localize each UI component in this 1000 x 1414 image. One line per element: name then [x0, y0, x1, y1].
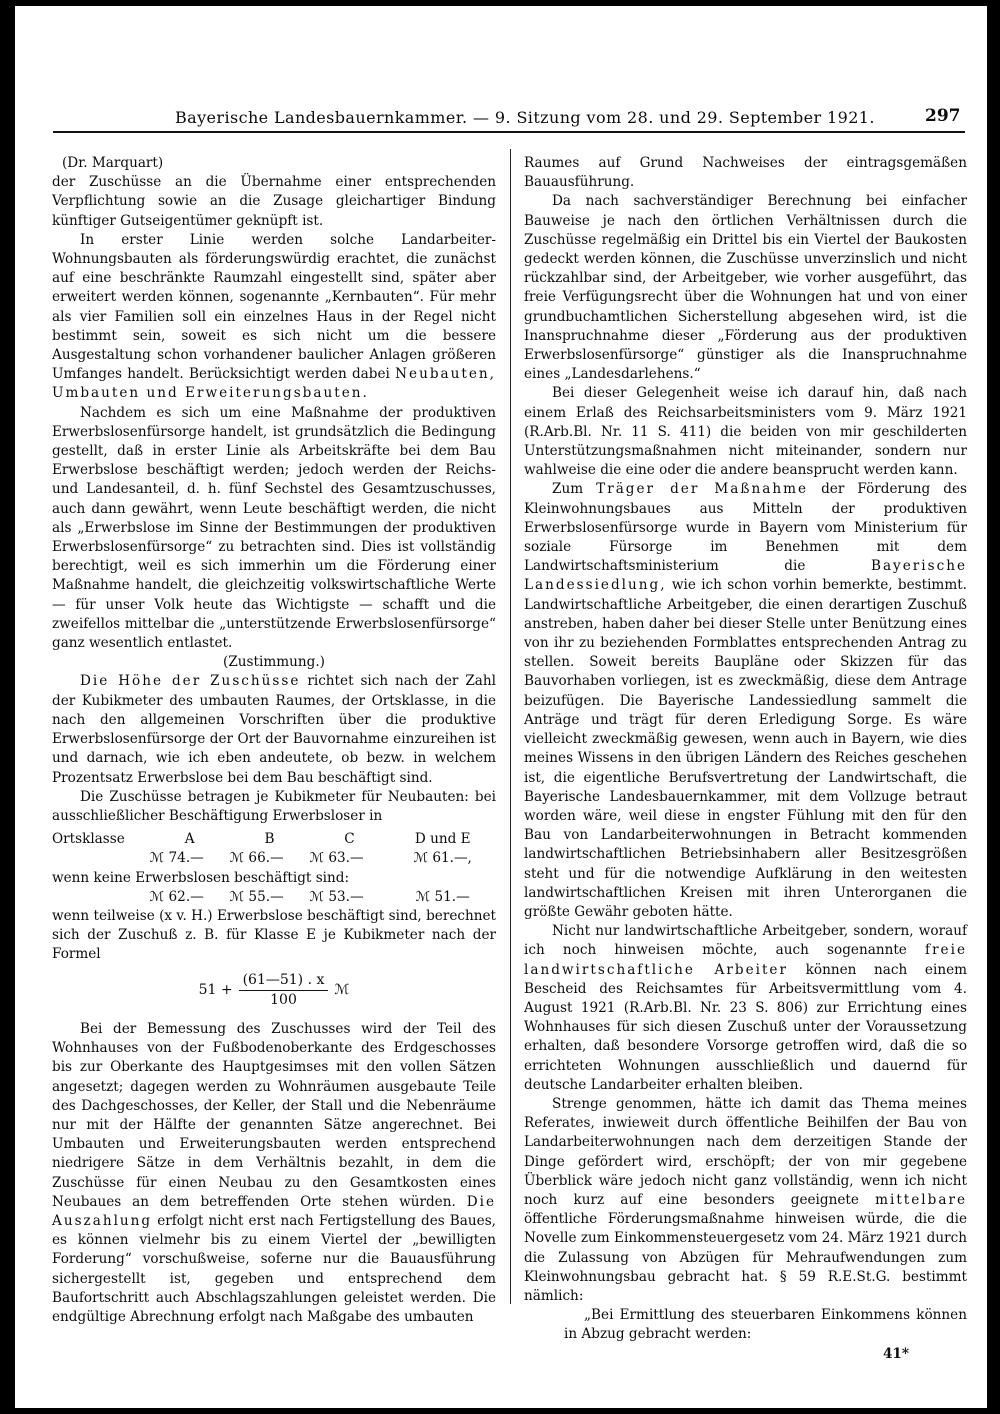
paragraph-text: können nach einem Bescheid des Reichsamtes für Arbeitsvermittlung vom 4. August 1921 (R.Arb.Bl. Nr. 23 S. 806) zur Errichtung eines Wohnhauses für sich diesen Zuschuß unter der Voraussetzung erhalten, daß besondere Vorsorge getroffen wird, daß die so errichteten Wohnungen ausschließlich und dauernd für deutsche Landarbeiter erhalten bleiben.: [524, 961, 968, 1093]
paragraph: [52, 1020, 496, 1327]
table-class: C: [344, 831, 355, 848]
paragraph-text: öffentliche Förderungsmaßnahme hinweisen würde, die die Novelle zum Einkommensteuergesetz vom 24. März 1921 durch die Zulassung von Abzügen für Mehraufwendungen zum Kleinwohnungsbau gebracht hat. § 59 R.E.St.G. bestimmt nämlich:: [524, 1211, 967, 1304]
table-label: Ortsklasse: [52, 831, 125, 848]
paragraph: Nachdem es sich um eine Maßnahme der produktiven Erwerbslosenfürsorge handelt, ist grundsätzlich die Bedingung gestellt, daß in erster Linie als Arbeitskräfte bei dem Bau Erwerbslose beschäftigt werden; jedoch werden der Reichs- und Landesanteil, d. h. fünf Sechstel des Gesamtzuschusses, auch dann gewährt, wenn Leute beschäftigt werden, die nicht als „Erwerbslose im Sinne der Bestimmungen der produktiven Erwerbslosenfürsorge“ zu betrachten sind. Dies ist vollständig berechtigt, weil es sich immerhin um die Förderung einer Maßnahme handelt, die gleichzeitig volkswirtschaftliche Werte — für unser Volk heute das Wichtigste — schafft und die zweifellos mittelbar die „unterstützende Erwerbslosenfürsorge“ ganz wesentlich entlastet.: [52, 404, 496, 652]
paragraph-text: erfolgt nicht erst nach Fertigstellung des Baues, es können vielmehr bis zu einem Viertel der „bewilligten Forderung“ vorschußweise, soferne nur die Bauausführung sichergestellt ist, gegeben und entsprechend dem Baufortschritt auch Abschlagszahlungen geleistet werden. Die endgültige Abrechnung erfolgt nach Maßgabe des umbauten: [52, 1212, 496, 1325]
table-cell: ℳ 63.—: [309, 850, 364, 867]
paragraph-text: Bei der Bemessung des Zuschusses wird der Teil des Wohnhauses von der Fußbodenoberkante des Erdgeschosses bis zur Oberkante des Hauptgesimses mit den vollen Sätzen angesetzt; dagegen werden zu Wohnräumen ausgebaute Teile des Dachgeschosses, der Keller, der Stall und die Nebenräume nur mit der Hälfte der genannten Sätze angerechnet. Bei Umbauten und Erweiterungsbauten werden entsprechend niedrigere Sätze in dem Verhältnis bezahlt, in dem die Zuschüsse für einen Neubau zu den Gesamtkosten eines Neubaues an dem betreffenden Orte stehen würden.: [52, 1020, 496, 1210]
paragraph-text: In erster Linie werden solche Landarbeiter-Wohnungsbauten als förderungswürdig erachtet, die zunächst auf eine beschränkte Raumzahl eingestellt sind, später aber erweitert werden können, sogenannte „Kernbauten“. Für mehr als vier Familien soll ein einzelnes Haus in der Regel nicht bestimmt sein, soweit es sich nicht um die bessere Ausgestaltung schon vorhandener baulicher Anlagen größeren Umfanges handelt. Berücksichtigt werden dabei: [52, 231, 496, 383]
spaced-text: Bayerische Landessiedlung,: [524, 558, 968, 594]
table-cell: ℳ 55.—: [229, 888, 284, 905]
header-rule: [53, 131, 965, 133]
paragraph-text: der Förderung des Kleinwohnungsbaues aus Mitteln der produktiven Erwerbslosenfürsorge wurde in Bayern vom Ministerium für soziale Fürsorge im Benehmen mit dem Landwirtschaftsministerium die: [524, 481, 967, 575]
paragraph-text: Strenge genommen, hätte ich damit das Thema meines Referates, inwieweit durch öffentliche Beihilfen der Bau von Landarbeiterwohnungen nach dem derzeitigen Stande der Dinge gefördert wird, erschöpft; der von mir gegebene Überblick wäre jedoch nicht ganz vollständig, wenn ich nicht noch kurz auf eine besonders geeignete: [524, 1095, 967, 1208]
table-row: [52, 869, 496, 888]
spaced-text: Die Höhe der Zuschüsse: [80, 673, 301, 690]
table-row: [52, 849, 496, 868]
spaced-text: Neubauten, Umbauten und Erweiterungsbauten.: [52, 366, 496, 402]
paragraph: wenn teilweise (x v. H.) Erwerbslose beschäftigt sind, berechnet sich der Zuschuß z. B. für Klasse E je Kubikmeter nach der Formel: [52, 907, 496, 963]
paragraph: Da nach sachverständiger Berechnung bei einfacher Bauweise je nach den örtlichen Verhältnissen durch die Zuschüsse regelmäßig ein Drittel bis ein Viertel der Baukosten gedeckt werden können, die Zuschüsse unverzinslich und nicht rückzahlbar sind, der Arbeitgeber, wie vorher ausgeführt, das freie Verfügungsrecht über die Wohnungen hat und von einer grundbuchamtlichen Sicherstellung abgesehen wird, ist die Inanspruchnahme dieser „Förderung aus der produktiven Erwerbslosenfürsorge“ günstiger als die Inanspruchnahme eines „Landesdarlehens.“: [524, 193, 967, 383]
paragraph-text: Zum: [552, 481, 584, 498]
spaced-text: Träger der Maßnahme: [596, 481, 809, 498]
formula-fraction: [239, 971, 329, 1010]
table-cell: ℳ 61.—,: [413, 850, 472, 867]
document-page: [15, 6, 987, 1408]
spaced-text: mittelbare: [875, 1191, 967, 1208]
page-number: 297: [925, 106, 961, 126]
table-cell: ℳ 53.—: [309, 888, 364, 905]
table-class: A: [184, 831, 195, 848]
assent-note: (Zustimmung.): [223, 654, 325, 671]
signature-mark: 41*: [882, 1345, 909, 1362]
spaced-text: freie landwirtschaftliche Arbeiter: [524, 942, 967, 978]
subsidy-table: [52, 830, 496, 907]
table-header-row: [52, 830, 496, 849]
table-cell: ℳ 74.—: [149, 850, 204, 867]
formula-denominator: 100: [270, 991, 297, 1008]
paragraph-text: wie ich schon vorhin bemerkte, bestimmt. Landwirtschaftliche Arbeitgeber, die einen derartigen Zuschuß anstreben, haben daher bei dieser Stelle unter Benützung eines von ihr zu beziehenden Formblattes entsprechenden Antrag zu stellen. Soweit bereits Baupläne oder Skizzen für das Bauvorhaben vorliegen, ist es zweckmäßig, diese dem Antrage beizufügen. Die Bayerische Landessiedlung sammelt die Anträge und trägt für deren Erledigung Sorge. Es wäre vielleicht zweckmäßig gewesen, wenn auch in Bayern, wie dies meines Wissens in den übrigen Ländern des Reiches geschehen ist, die eigentliche Berufsvertretung der Landwirtschaft, die Bayerische Landesbauernkammer, mit dem Vollzuge betraut worden wäre, weil diese in engster Fühlung mit den für den Bau von Landarbeiterwohnungen in Betracht kommenden landwirtschaftlichen Betriebsinhabern aller Besitzesgrößen steht und für die notwendige Aufklärung in den weitesten landwirtschaftlichen Kreisen mit ihren Unterorganen die größte Gewähr geboten hätte.: [524, 577, 967, 920]
paragraph: [524, 480, 967, 922]
paragraph: Die Zuschüsse betragen je Kubikmeter für Neubauten: bei ausschließlicher Beschäftigung Erwerbsloser in: [52, 788, 496, 824]
paragraph: [52, 231, 496, 404]
table-row-label: wenn keine Erwerbslosen beschäftigt sind:: [52, 869, 350, 886]
quote: „Bei Ermittlung des steuerbaren Einkommens können in Abzug gebracht werden:: [564, 1307, 967, 1343]
paragraph: [52, 672, 496, 787]
formula: [52, 971, 496, 1010]
formula-numerator: (61—51) . x: [239, 971, 329, 991]
speaker-label: (Dr. Marquart): [62, 155, 164, 171]
paragraph-text: richtet sich nach der Zahl der Kubikmeter des umbauten Raumes, der Ortsklasse, in die nach den allgemeinen Vorschriften über die produktive Erwerbslosenfürsorge der Ort der Bauvornahme einzureihen ist und darnach, wie ich eben andeutete, ob bezw. in welchem Prozentsatz Erwerbslose bei dem Bau beschäftigt sind.: [52, 673, 496, 786]
table-cell: ℳ 51.—: [415, 888, 470, 905]
paragraph: Raumes auf Grund Nachweises der eintragsgemäßen Bauausführung.: [524, 155, 967, 191]
paragraph: der Zuschüsse an die Übernahme einer entsprechenden Verpflichtung sowie an die Zusage gleichartiger Bindung künftiger Gutseigentümer geknüpft ist.: [52, 174, 496, 229]
table-cell: ℳ 66.—: [229, 850, 284, 867]
paragraph-text: Nicht nur landwirtschaftliche Arbeitgeber, sondern, worauf ich noch hinweisen möchte, auch sogenannte: [524, 923, 967, 959]
table-cell: ℳ 62.—: [149, 888, 204, 905]
right-column: [524, 154, 967, 1364]
paragraph: Bei dieser Gelegenheit weise ich darauf hin, daß nach einem Erlaß des Reichsarbeitsministers vom 9. März 1921 (R.Arb.Bl. Nr. 11 S. 411) die beiden von mir geschilderten Unterstützungsmaßnahmen nicht miteinander, sondern nur wahlweise die eine oder die andere beansprucht werden kann.: [524, 385, 967, 479]
left-column: [52, 154, 496, 1327]
spaced-text: Die Auszahlung: [52, 1193, 496, 1229]
column-divider: [510, 149, 511, 1304]
running-title: Bayerische Landesbauernkammer. — 9. Sitzung vom 28. und 29. September 1921.: [175, 108, 875, 127]
formula-unit: ℳ: [334, 981, 350, 998]
paragraph: [524, 1095, 967, 1306]
formula-lead: 51 +: [198, 981, 233, 998]
table-class: D und E: [414, 831, 471, 848]
table-row: [52, 888, 496, 907]
paragraph: [524, 922, 967, 1095]
table-class: B: [264, 831, 275, 848]
